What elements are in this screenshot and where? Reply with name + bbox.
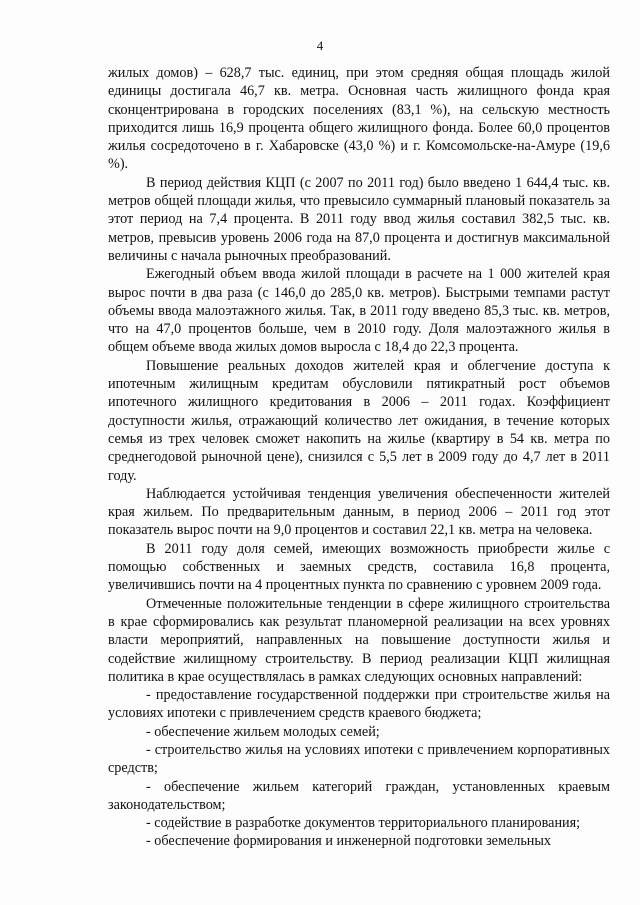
list-item: - предоставление государственной поддержки при строительстве жилья на условиях ипотеки с привлечением средств краевого бюджета;	[108, 687, 610, 722]
paragraph: Отмеченные положительные тенденции в сфере жилищного строительства в крае сформировались как результат планомерной реализации на всех уровнях власти мероприятий, направленных на повышение доступности жилья и содействие жилищному строительству. В период реализации КЦП жилищная политика в крае осуществлялась в рамках следующих основных направлений:	[108, 595, 610, 685]
list-item: - обеспечение жильем молодых семей;	[146, 723, 380, 740]
paragraph: жилых домов) – 628,7 тыс. единиц, при этом средняя общая площадь жилой единицы достигала 46,7 кв. метра. Основная часть жилищного фонда края сконцентрирована в городских поселениях (83,1 %), на сельскую местность приходится лишь 16,9 процента общего жилищного фонда. Более 60,0 процентов жилья сосредоточено в г. Хабаровске (43,0 %) и г. Комсомольске-на-Амуре (19,6 %).	[108, 65, 610, 173]
list-item: - строительство жилья на условиях ипотеки с привлечением корпоративных средств;	[108, 741, 610, 777]
list-item: - обеспечение жильем категорий граждан, установленных краевым законодательством;	[108, 778, 610, 813]
paragraph: В период действия КЦП (с 2007 по 2011 год) было введено 1 644,4 тыс. кв. метров общей площади жилья, что превысило суммарный плановый показатель за этот период на 7,4 процента. В 2011 году ввод жилья составил 382,5 тыс. кв. метров, превысив уровень 2006 года на 87,0 процента и достигнув максимальной величины с начала рыночных преобразований.	[108, 174, 610, 264]
paragraph: Наблюдается устойчивая тенденция увеличения обеспеченности жителей края жильем. По предварительным данным, в период 2006 – 2011 год этот показатель вырос почти на 9,0 процентов и составил 22,1 кв. метра на человека.	[108, 485, 610, 539]
page-number: 4	[316, 38, 324, 53]
list-item: - обеспечение формирования и инженерной подготовки земельных	[146, 833, 552, 850]
document-body	[108, 64, 610, 851]
paragraph: В 2011 году доля семей, имеющих возможность приобрести жилье с помощью собственных и заемных средств, составила 16,8 процента, увеличившись почти на 4 процентных пункта по сравнению с уровнем 2009 года.	[108, 540, 610, 594]
list-item: - содействие в разработке документов территориального планирования;	[146, 815, 581, 832]
paragraph: Повышение реальных доходов жителей края и облегчение доступа к ипотечным жилищным кредитам обусловили пятикратный рост объемов ипотечного жилищного кредитования в 2006 – 2011 годах. Коэффициент доступности жилья, отражающий количество лет ожидания, в течение которых семья из трех человек сможет накопить на жилье (квартиру в 54 кв. метра по среднегодовой рыночной цене), снизился с 5,5 лет в 2009 году до 4,7 лет в 2011 году.	[108, 357, 610, 484]
paragraph: Ежегодный объем ввода жилой площади в расчете на 1 000 жителей края вырос почти в два раза (с 146,0 до 285,0 кв. метров). Быстрыми темпами растут объемы ввода малоэтажного жилья. Так, в 2011 году введено 85,3 тыс. кв. метров, что на 47,0 процентов больше, чем в 2010 году. Доля малоэтажного жилья в общем объеме ввода жилых домов выросла с 18,4 до 22,3 процента.	[108, 266, 610, 356]
